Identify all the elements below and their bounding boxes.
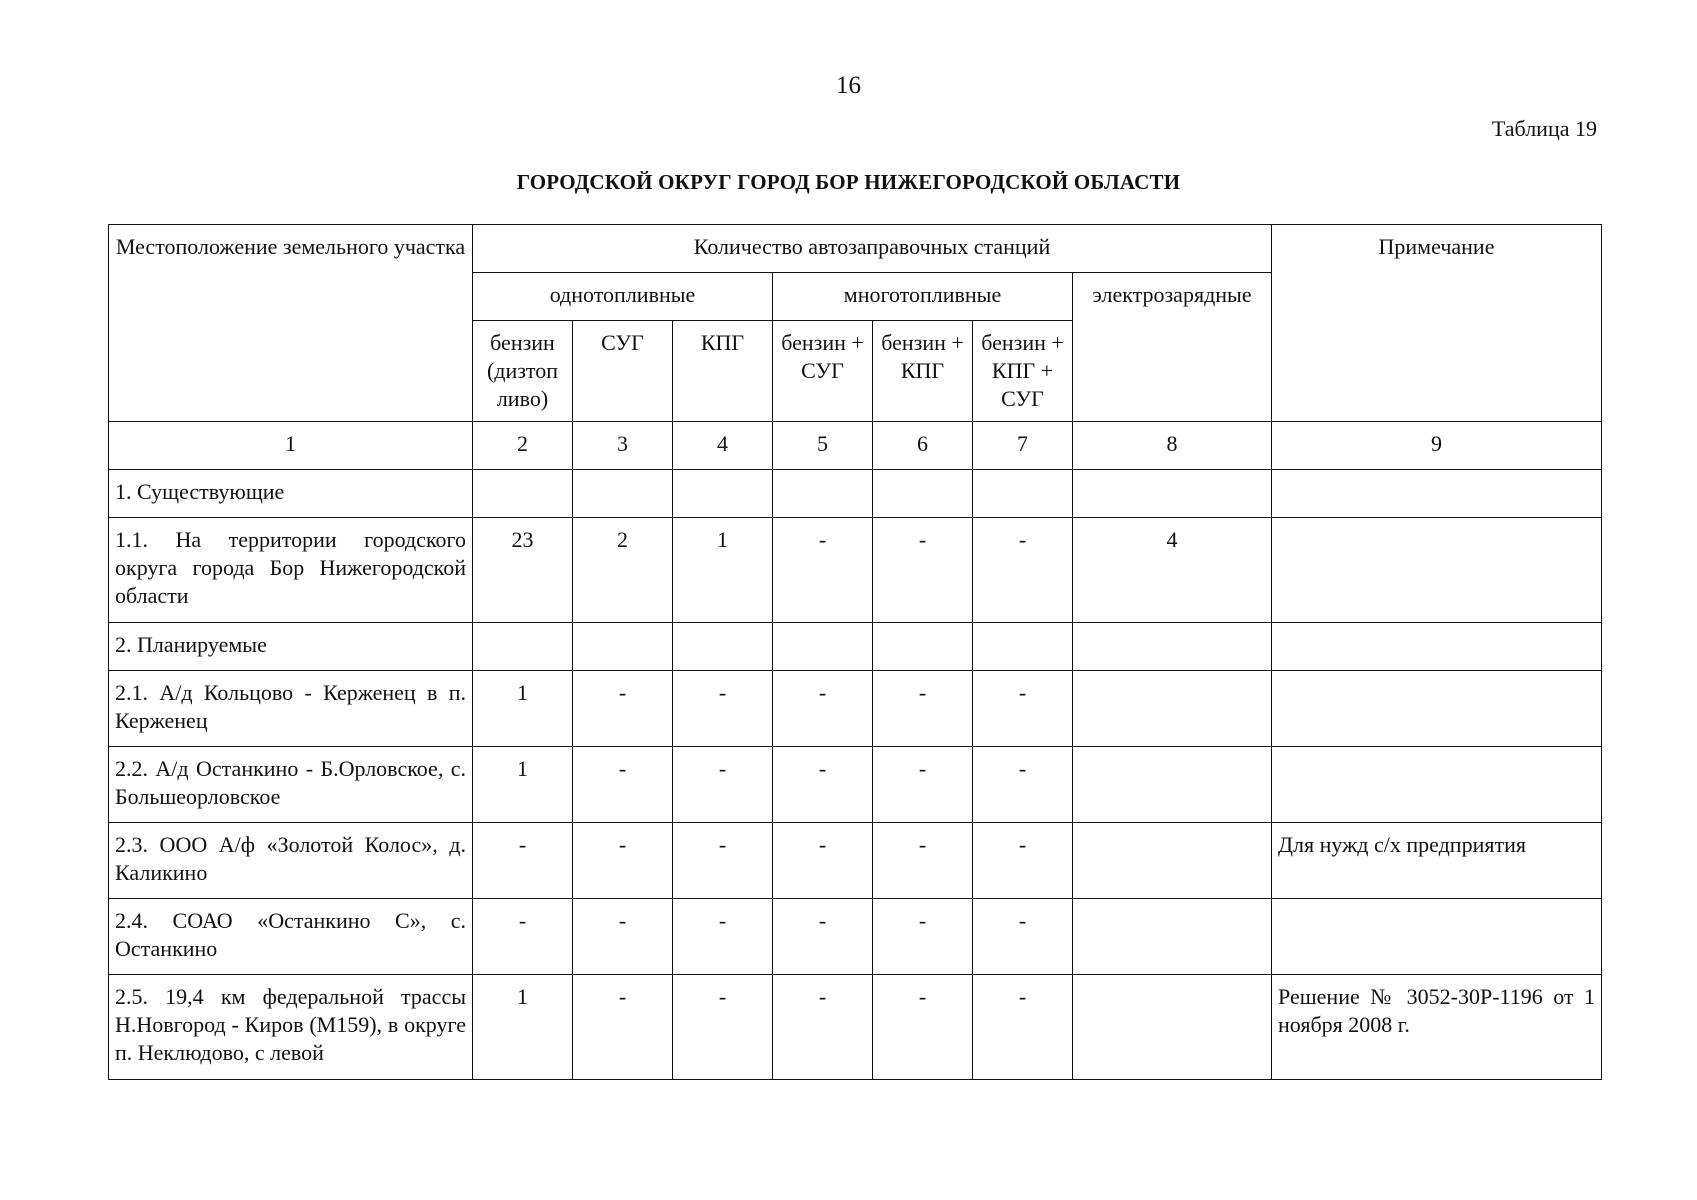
note-cell: Для нужд с/х предприятия	[1272, 823, 1602, 899]
cng-cell: -	[673, 671, 773, 747]
cng-cell	[673, 623, 773, 671]
petrol-cell: -	[473, 899, 573, 975]
lpg-cell: -	[573, 671, 673, 747]
column-number-row	[109, 422, 1602, 470]
location-cell: 2.3. ООО А/ф «Золотой Колос», д. Каликино	[109, 823, 473, 899]
petrol-lpg-cell: -	[773, 671, 873, 747]
petrol-cng-cell: -	[873, 747, 973, 823]
electric-cell	[1073, 470, 1272, 518]
gas-stations-table	[108, 224, 1602, 1080]
location-cell: 1.1. На территории городского округа города Бор Нижегородской области	[109, 518, 473, 623]
header-electric: электрозарядные	[1073, 273, 1272, 422]
table-row	[109, 899, 1602, 975]
cng-cell: -	[673, 899, 773, 975]
note-cell	[1272, 623, 1602, 671]
electric-cell	[1073, 623, 1272, 671]
lpg-cell: 2	[573, 518, 673, 623]
lpg-cell	[573, 623, 673, 671]
location-cell: 2. Планируемые	[109, 623, 473, 671]
petrol-lpg-cell: -	[773, 899, 873, 975]
column-number: 7	[973, 422, 1073, 470]
table-row	[109, 518, 1602, 623]
petrol-cell	[473, 623, 573, 671]
note-cell	[1272, 899, 1602, 975]
petrol-cell: -	[473, 823, 573, 899]
petrol-cng-cell: -	[873, 671, 973, 747]
note-cell	[1272, 671, 1602, 747]
electric-cell	[1073, 899, 1272, 975]
petrol-cng-cell	[873, 623, 973, 671]
lpg-cell	[573, 470, 673, 518]
lpg-cell: -	[573, 747, 673, 823]
location-cell: 2.2. А/д Останкино - Б.Орловское, с. Большеорловское	[109, 747, 473, 823]
petrol-cng-cell	[873, 470, 973, 518]
location-cell: 2.5. 19,4 км федеральной трассы Н.Новгород - Киров (М159), в округе п. Неклюдово, с левой	[109, 975, 473, 1080]
table-row	[109, 975, 1602, 1080]
petrol-cng-lpg-cell: -	[973, 518, 1073, 623]
petrol-cell: 23	[473, 518, 573, 623]
table-row	[109, 623, 1602, 671]
electric-cell: 4	[1073, 518, 1272, 623]
header-row-1	[109, 225, 1602, 273]
header-petrol-cng-lpg: бензин + КПГ + СУГ	[973, 321, 1073, 422]
header-lpg: СУГ	[573, 321, 673, 422]
table-row	[109, 470, 1602, 518]
petrol-cng-lpg-cell: -	[973, 975, 1073, 1080]
header-cng: КПГ	[673, 321, 773, 422]
petrol-lpg-cell	[773, 623, 873, 671]
lpg-cell: -	[573, 823, 673, 899]
page-number: 16	[836, 72, 861, 99]
column-number: 4	[673, 422, 773, 470]
electric-cell	[1073, 671, 1272, 747]
petrol-cng-cell: -	[873, 975, 973, 1080]
petrol-cng-lpg-cell	[973, 623, 1073, 671]
petrol-lpg-cell: -	[773, 975, 873, 1080]
note-cell: Решение № 3052-30Р-1196 от 1 ноября 2008 г.	[1272, 975, 1602, 1080]
petrol-cng-cell: -	[873, 518, 973, 623]
lpg-cell: -	[573, 975, 673, 1080]
table-row	[109, 823, 1602, 899]
petrol-cng-lpg-cell: -	[973, 747, 1073, 823]
note-cell	[1272, 747, 1602, 823]
cng-cell: -	[673, 747, 773, 823]
petrol-cell: 1	[473, 671, 573, 747]
petrol-cng-cell: -	[873, 823, 973, 899]
column-number: 2	[473, 422, 573, 470]
petrol-lpg-cell	[773, 470, 873, 518]
cng-cell	[673, 470, 773, 518]
location-cell: 1. Существующие	[109, 470, 473, 518]
petrol-cng-cell: -	[873, 899, 973, 975]
electric-cell	[1073, 823, 1272, 899]
petrol-lpg-cell: -	[773, 823, 873, 899]
header-petrol-cng: бензин + КПГ	[873, 321, 973, 422]
petrol-cell: 1	[473, 747, 573, 823]
cng-cell: 1	[673, 518, 773, 623]
table-caption: Таблица 19	[1491, 116, 1597, 141]
column-number: 1	[109, 422, 473, 470]
column-number: 9	[1272, 422, 1602, 470]
header-location: Местоположение земельного участка	[109, 225, 473, 422]
petrol-cng-lpg-cell	[973, 470, 1073, 518]
lpg-cell: -	[573, 899, 673, 975]
column-number: 8	[1073, 422, 1272, 470]
petrol-cng-lpg-cell: -	[973, 671, 1073, 747]
table-row	[109, 671, 1602, 747]
note-cell	[1272, 470, 1602, 518]
header-petrol: бензин (дизтоп ливо)	[473, 321, 573, 422]
cng-cell: -	[673, 823, 773, 899]
header-single-fuel: однотопливные	[473, 273, 773, 321]
table-row	[109, 747, 1602, 823]
petrol-cell	[473, 470, 573, 518]
note-cell	[1272, 518, 1602, 623]
location-cell: 2.1. А/д Кольцово - Керженец в п. Керженец	[109, 671, 473, 747]
electric-cell	[1073, 747, 1272, 823]
location-cell: 2.4. СОАО «Останкино С», с. Останкино	[109, 899, 473, 975]
header-note: Примечание	[1272, 225, 1602, 422]
petrol-cng-lpg-cell: -	[973, 899, 1073, 975]
petrol-lpg-cell: -	[773, 518, 873, 623]
petrol-lpg-cell: -	[773, 747, 873, 823]
header-petrol-lpg: бензин + СУГ	[773, 321, 873, 422]
column-number: 5	[773, 422, 873, 470]
document-title: ГОРОДСКОЙ ОКРУГ ГОРОД БОР НИЖЕГОРОДСКОЙ ОБЛАСТИ	[516, 170, 1181, 194]
petrol-cell: 1	[473, 975, 573, 1080]
header-multi-fuel: многотопливные	[773, 273, 1073, 321]
cng-cell: -	[673, 975, 773, 1080]
electric-cell	[1073, 975, 1272, 1080]
header-station-count: Количество автозаправочных станций	[473, 225, 1272, 273]
petrol-cng-lpg-cell: -	[973, 823, 1073, 899]
column-number: 3	[573, 422, 673, 470]
column-number: 6	[873, 422, 973, 470]
